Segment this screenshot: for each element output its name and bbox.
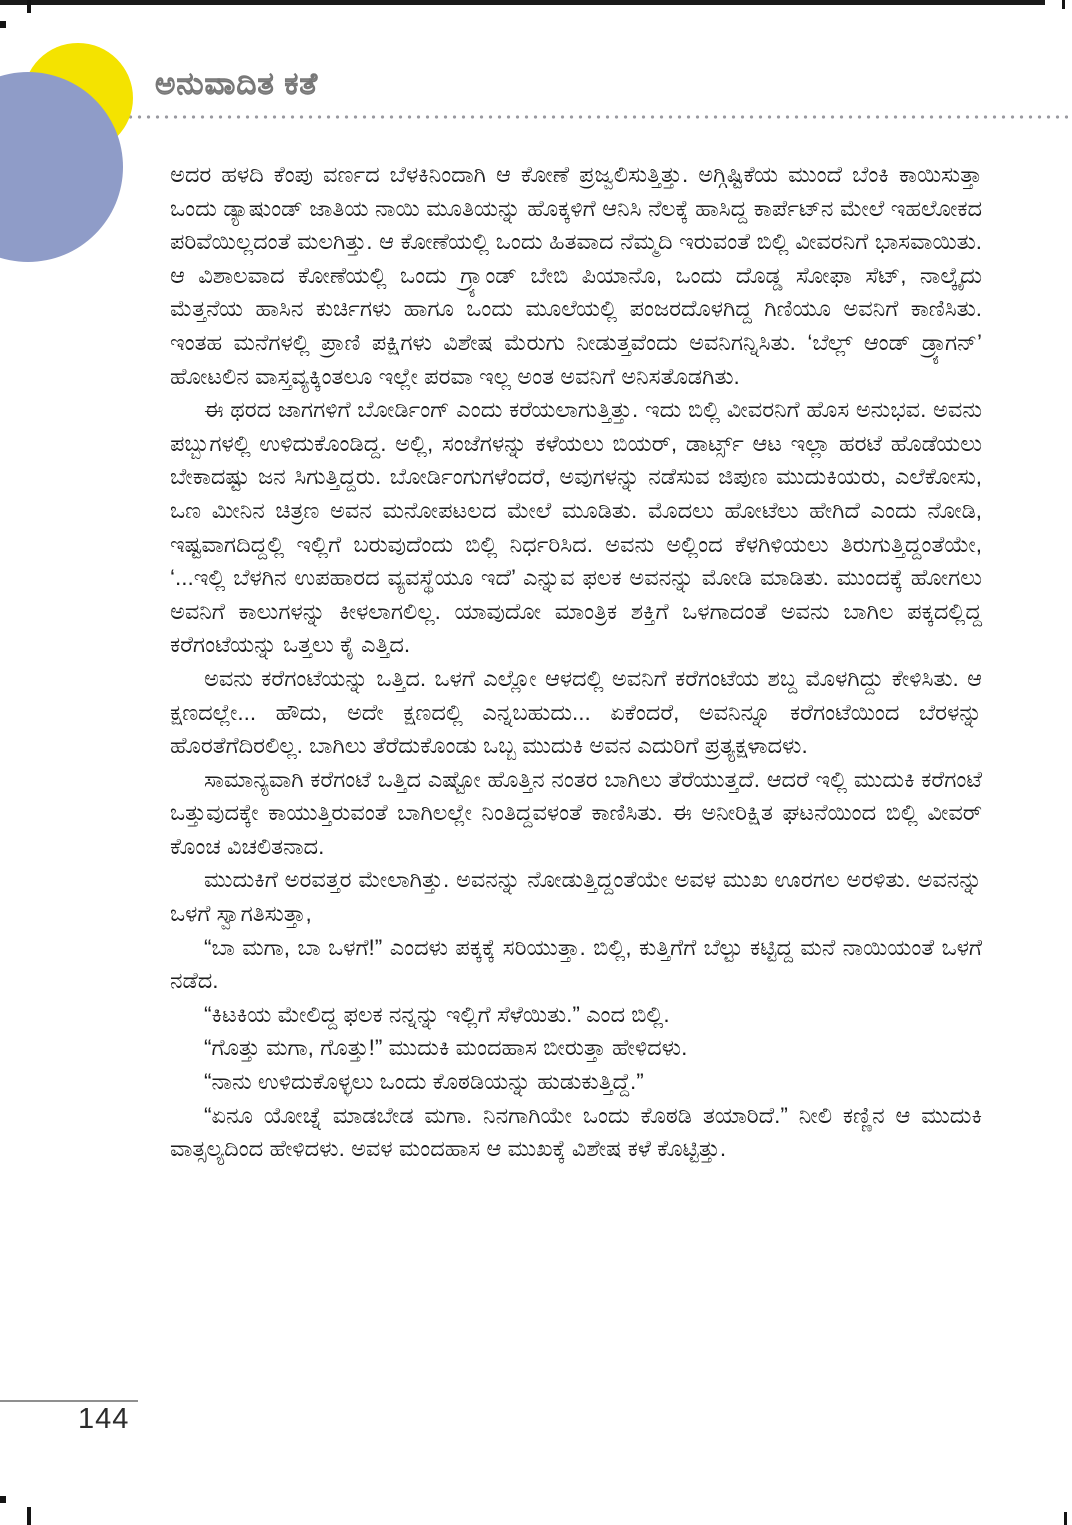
crop-mark-top-right bbox=[1062, 0, 1065, 9]
crop-mark-bottom-left bbox=[27, 1507, 31, 1525]
paragraph: ಅದರ ಹಳದಿ ಕೆಂಪು ವರ್ಣದ ಬೆಳಕಿನಿಂದಾಗಿ ಆ ಕೋಣೆ ಪ್ರಜ್ವಲಿಸುತ್ತಿತ್ತು. ಅಗ್ಗಿಷ್ಟಿಕೆಯ ಮುಂದೆ ಬೆಂಕಿ ಕಾಯಿಸುತ್ತಾ ಒಂದು ಡ್ಯಾಷುಂಡ್ ಜಾತಿಯ ನಾಯಿ ಮೂತಿಯನ್ನು ಹೊಕ್ಕಳಿಗೆ ಆನಿಸಿ ನೆಲಕ್ಕೆ ಹಾಸಿದ್ದ ಕಾರ್ಪೆಟ್‌ನ ಮೇಲೆ ಇಹಲೋಕದ ಪರಿವೆಯಿಲ್ಲದಂತೆ ಮಲಗಿತ್ತು. ಆ ಕೋಣೆಯಲ್ಲಿ ಒಂದು ಹಿತವಾದ ನೆಮ್ಮದಿ ಇರುವಂತೆ ಬಿಲ್ಲಿ ವೀವರನಿಗೆ ಭಾಸವಾಯಿತು. ಆ ವಿಶಾಲವಾದ ಕೋಣೆಯಲ್ಲಿ ಒಂದು ಗ್ರ್ಯಾಂಡ್ ಬೇಬಿ ಪಿಯಾನೊ, ಒಂದು ದೊಡ್ಡ ಸೋಫಾ ಸೆಟ್, ನಾಲ್ಕೈದು ಮೆತ್ತನೆಯ ಹಾಸಿನ ಕುರ್ಚಿಗಳು ಹಾಗೂ ಒಂದು ಮೂಲೆಯಲ್ಲಿ ಪಂಜರದೊಳಗಿದ್ದ ಗಿಣಿಯೂ ಅವನಿಗೆ ಕಾಣಿಸಿತು. ಇಂತಹ ಮನೆಗಳಲ್ಲಿ ಪ್ರಾಣಿ ಪಕ್ಷಿಗಳು ವಿಶೇಷ ಮೆರುಗು ನೀಡುತ್ತವೆಂದು ಅವನಿಗನ್ನಿಸಿತು. ‘ಬೆಲ್ಲ್ ಆಂಡ್ ಡ್ರ್ಯಾಗನ್’ ಹೋಟಲಿನ ವಾಸ್ತವ್ಯಕ್ಕಿಂತಲೂ ಇಲ್ಲೇ ಪರವಾ ಇಲ್ಲ ಅಂತ ಅವನಿಗೆ ಅನಿಸತೊಡಗಿತು. bbox=[170, 162, 982, 389]
paragraph: ಸಾಮಾನ್ಯವಾಗಿ ಕರೆಗಂಟೆ ಒತ್ತಿದ ಎಷ್ಟೋ ಹೊತ್ತಿನ ನಂತರ ಬಾಗಿಲು ತೆರೆಯುತ್ತದೆ. ಆದರೆ ಇಲ್ಲಿ ಮುದುಕಿ ಕರೆಗಂಟೆ ಒತ್ತುವುದಕ್ಕೇ ಕಾಯುತ್ತಿರುವಂತೆ ಬಾಗಿಲಲ್ಲೇ ನಿಂತಿದ್ದವಳಂತೆ ಕಾಣಿಸಿತು. ಈ ಅನೀರಿಕ್ಷಿತ ಘಟನೆಯಿಂದ ಬಿಲ್ಲಿ ವೀವರ್ ಕೊಂಚ ವಿಚಲಿತನಾದ. bbox=[170, 766, 982, 859]
paragraph: ಈ ಥರದ ಜಾಗಗಳಿಗೆ ಬೋರ್ಡಿಂಗ್ ಎಂದು ಕರೆಯಲಾಗುತ್ತಿತ್ತು. ಇದು ಬಿಲ್ಲಿ ವೀವರನಿಗೆ ಹೊಸ ಅನುಭವ. ಅವನು ಪಬ್ಬುಗಳಲ್ಲಿ ಉಳಿದುಕೊಂಡಿದ್ದ. ಅಲ್ಲಿ, ಸಂಜೆಗಳನ್ನು ಕಳೆಯಲು ಬಿಯರ್, ಡಾರ್ಟ್ಸ್ ಆಟ ಇಲ್ಲಾ ಹರಟೆ ಹೊಡೆಯಲು ಬೇಕಾದಷ್ಟು ಜನ ಸಿಗುತ್ತಿದ್ದರು. ಬೋರ್ಡಿಂಗುಗಳೆಂದರೆ, ಅವುಗಳನ್ನು ನಡೆಸುವ ಜಿಪುಣ ಮುದುಕಿಯರು, ಎಲೆಕೋಸು, ಒಣ ಮೀನಿನ ಚಿತ್ರಣ ಅವನ ಮನೋಪಟಲದ ಮೇಲೆ ಮೂಡಿತು. ಮೊದಲು ಹೋಟೆಲು ಹೇಗಿದೆ ಎಂದು ನೋಡಿ, ಇಷ್ಟವಾಗದಿದ್ದಲ್ಲಿ ಇಲ್ಲಿಗೆ ಬರುವುದೆಂದು ಬಿಲ್ಲಿ ನಿರ್ಧರಿಸಿದ. ಅವನು ಅಲ್ಲಿಂದ ಕೆಳಗಿಳಿಯಲು ತಿರುಗುತ್ತಿದ್ದಂತೆಯೇ, ‘...ಇಲ್ಲಿ ಬೆಳಗಿನ ಉಪಹಾರದ ವ್ಯವಸ್ಥೆಯೂ ಇದೆ’ ಎನ್ನುವ ಫಲಕ ಅವನನ್ನು ಮೋಡಿ ಮಾಡಿತು. ಮುಂದಕ್ಕೆ ಹೋಗಲು ಅವನಿಗೆ ಕಾಲುಗಳನ್ನು ಕೀಳಲಾಗಲಿಲ್ಲ. ಯಾವುದೋ ಮಾಂತ್ರಿಕ ಶಕ್ತಿಗೆ ಒಳಗಾದಂತೆ ಅವನು ಬಾಗಿಲ ಪಕ್ಕದಲ್ಲಿದ್ದ ಕರೆಗಂಟೆಯನ್ನು ಒತ್ತಲು ಕೈ ಎತ್ತಿದ. bbox=[170, 397, 982, 658]
paragraph: “ನಾನು ಉಳಿದುಕೊಳ್ಳಲು ಒಂದು ಕೊಠಡಿಯನ್ನು ಹುಡುಕುತ್ತಿದ್ದೆ.” bbox=[204, 1069, 644, 1095]
crop-mark-top-left bbox=[27, 0, 31, 13]
paragraph: ಅವನು ಕರೆಗಂಟೆಯನ್ನು ಒತ್ತಿದ. ಒಳಗೆ ಎಲ್ಲೋ ಆಳದಲ್ಲಿ ಅವನಿಗೆ ಕರೆಗಂಟೆಯ ಶಬ್ದ ಮೊಳಗಿದ್ದು ಕೇಳಿಸಿತು. ಆ ಕ್ಷಣದಲ್ಲೇ... ಹೌದು, ಅದೇ ಕ್ಷಣದಲ್ಲಿ ಎನ್ನಬಹುದು... ಏಕೆಂದರೆ, ಅವನಿನ್ನೂ ಕರೆಗಂಟೆಯಿಂದ ಬೆರಳನ್ನು ಹೊರತೆಗೆದಿರಲಿಲ್ಲ. ಬಾಗಿಲು ತೆರೆದುಕೊಂಡು ಒಬ್ಬ ಮುದುಕಿ ಅವನ ಎದುರಿಗೆ ಪ್ರತ್ಯಕ್ಷಳಾದಳು. bbox=[170, 665, 982, 759]
page-number-rule bbox=[0, 1400, 138, 1402]
registration-dot-bottom bbox=[0, 1496, 6, 1503]
page-number: 144 bbox=[78, 1403, 130, 1435]
paragraph: “ಬಾ ಮಗಾ, ಬಾ ಒಳಗೆ!” ಎಂದಳು ಪಕ್ಕಕ್ಕೆ ಸರಿಯುತ್ತಾ. ಬಿಲ್ಲಿ, ಕುತ್ತಿಗೆಗೆ ಬೆಲ್ಟು ಕಟ್ಟಿದ್ದ ಮನೆ ನಾಯಿಯಂತೆ ಒಳಗೆ ನಡೆದ. bbox=[170, 934, 982, 994]
crop-mark-bottom-right bbox=[1064, 1512, 1067, 1525]
section-title: ಅನುವಾದಿತ ಕತೆ bbox=[155, 66, 319, 101]
paragraph: “ಕಿಟಕಿಯ ಮೇಲಿದ್ದ ಫಲಕ ನನ್ನನ್ನು ಇಲ್ಲಿಗೆ ಸೆಳೆಯಿತು.” ಎಂದ ಬಿಲ್ಲಿ. bbox=[204, 1001, 670, 1027]
paragraph: ಮುದುಕಿಗೆ ಅರವತ್ತರ ಮೇಲಾಗಿತ್ತು. ಅವನನ್ನು ನೋಡುತ್ತಿದ್ದಂತೆಯೇ ಅವಳ ಮುಖ ಊರಗಲ ಅರಳಿತು. ಅವನನ್ನು ಒಳಗೆ ಸ್ವಾಗತಿಸುತ್ತಾ, bbox=[170, 867, 982, 927]
story-text bbox=[170, 158, 982, 1166]
paragraph: “ಏನೂ ಯೋಚ್ನೆ ಮಾಡಬೇಡ ಮಗಾ. ನಿನಗಾಗಿಯೇ ಒಂದು ಕೊಠಡಿ ತಯಾರಿದೆ.” ನೀಲಿ ಕಣ್ಣಿನ ಆ ಮುದುಕಿ ವಾತ್ಸಲ್ಯದಿಂದ ಹೇಳಿದಳು. ಅವಳ ಮಂದಹಾಸ ಆ ಮುಖಕ್ಕೆ ವಿಶೇಷ ಕಳೆ ಕೊಟ್ಟಿತ್ತು. bbox=[170, 1102, 982, 1162]
header-dotted-rule bbox=[90, 114, 1068, 120]
registration-dot-top bbox=[0, 21, 6, 28]
page-bottom-rule bbox=[0, 0, 1045, 5]
paragraph: “ಗೊತ್ತು ಮಗಾ, ಗೊತ್ತು!” ಮುದುಕಿ ಮಂದಹಾಸ ಬೀರುತ್ತಾ ಹೇಳಿದಳು. bbox=[204, 1035, 688, 1061]
